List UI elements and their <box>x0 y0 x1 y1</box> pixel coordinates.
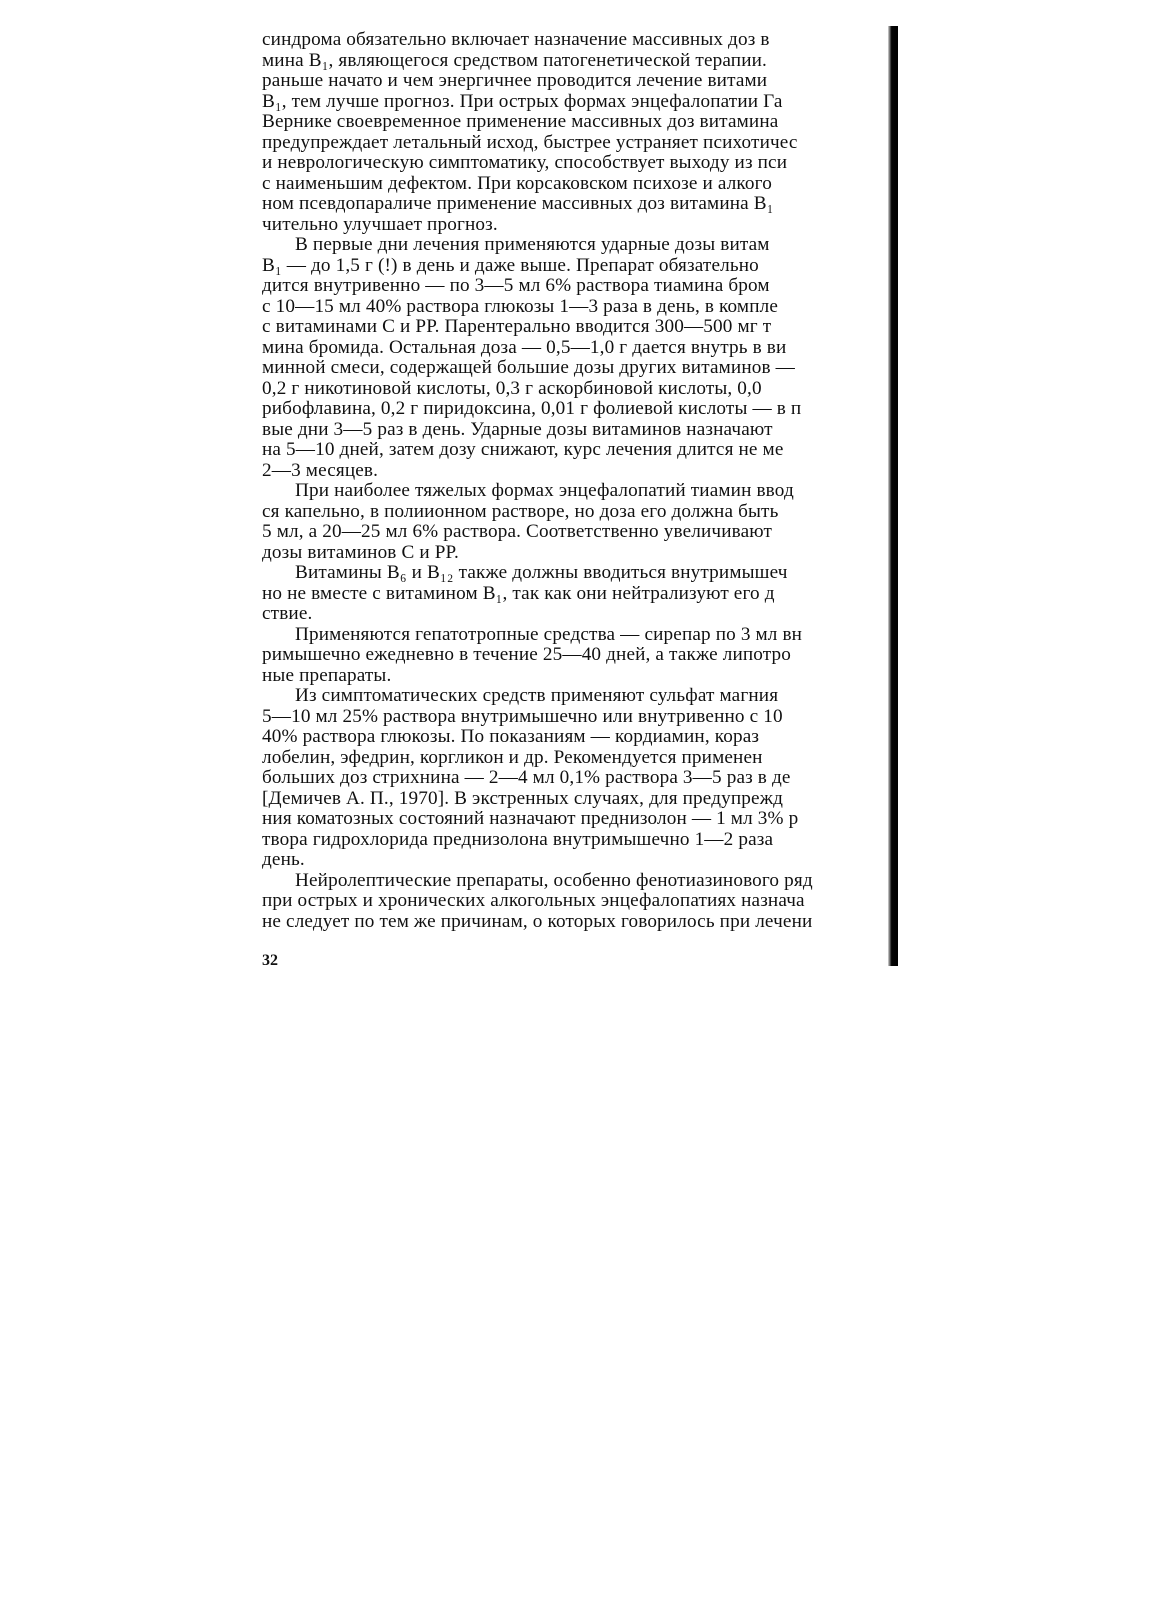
text-line: дозы витаминов С и РР. <box>262 541 459 563</box>
text-line: 0,2 г никотиновой кислоты, 0,3 г аскорбиновой кислоты, 0,0 <box>262 377 762 399</box>
text-line: 2—3 месяцев. <box>262 459 379 481</box>
text-line: день. <box>262 849 305 870</box>
text-line: 5 мл, а 20—25 мл 6% раствора. Соответственно увеличивают <box>262 521 773 542</box>
text-line: мина бромида. Остальная доза — 0,5—1,0 г дается внутрь в ви <box>262 336 787 358</box>
text-line: синдрома обязательно включает назначение массивных доз в <box>262 30 770 50</box>
text-line: Нейролептические препараты, особенно фенотиазинового ряд <box>295 869 813 891</box>
text-line: предупреждает летальный исход, быстрее устраняет психотичес <box>262 131 798 153</box>
text-line: чительно улучшает прогноз. <box>262 213 498 235</box>
text-line: на 5—10 дней, затем дозу снижают, курс лечения длится не ме <box>262 439 784 460</box>
text-line: В первые дни лечения применяются ударные дозы витам <box>295 234 770 255</box>
text-line: ные препараты. <box>262 664 392 686</box>
text-line: раньше начато и чем энергичнее проводится лечение витами <box>262 70 768 91</box>
text-line: с 10—15 мл 40% раствора глюкозы 1—3 раза в день, в компле <box>262 295 779 317</box>
text-line: Витамины B₆ и B₁₂ также должны вводиться внутримышеч <box>295 562 788 583</box>
text-line: 5—10 мл 25% раствора внутримышечно или внутривенно с 10 <box>262 705 783 727</box>
text-line: ся капельно, в полиионном растворе, но доза его должна быть <box>262 500 779 522</box>
text-line: ния коматозных состояний назначают преднизолон — 1 мл 3% р <box>262 808 799 829</box>
text-line: дится внутривенно — по 3—5 мл 6% раствора тиамина бром <box>262 275 770 296</box>
text-line: но не вместе с витамином B₁, так как они нейтрализуют его д <box>262 582 775 604</box>
text-line: и неврологическую симптоматику, способствует выходу из пси <box>262 152 788 173</box>
text-line: [Демичев А. П., 1970]. В экстренных случаях, для предупрежд <box>262 787 784 809</box>
text-line: 40% раствора глюкозы. По показаниям — кордиамин, кораз <box>262 726 760 747</box>
text-line: лобелин, эфедрин, коргликон и др. Рекомендуется применен <box>262 746 763 768</box>
text-line: B₁ — до 1,5 г (!) в день и даже выше. Препарат обязательно <box>262 254 759 276</box>
text-line: мина B₁, являющегося средством патогенетической терапии. <box>262 49 767 71</box>
text-line: при острых и хронических алкогольных энцефалопатиях назнача <box>262 890 805 911</box>
text-line: Применяются гепатотропные средства — сирепар по 3 мл вн <box>295 623 803 645</box>
text-line: с витаминами С и РР. Парентерально вводится 300—500 мг т <box>262 316 772 337</box>
text-line: Вернике своевременное применение массивных доз витамина <box>262 111 779 132</box>
text-line: римышечно ежедневно в течение 25—40 дней, а также липотро <box>262 644 792 665</box>
text-line: с наименьшим дефектом. При корсаковском психозе и алкого <box>262 172 772 194</box>
text-line: твора гидрохлорида преднизолона внутримышечно 1—2 раза <box>262 828 774 850</box>
text-line: B₁, тем лучше прогноз. При острых формах энцефалопатии Га <box>262 90 783 112</box>
text-line: вые дни 3—5 раз в день. Ударные дозы витаминов назначают <box>262 418 773 440</box>
text-line: не следует по тем же причинам, о которых говорилось при лечени <box>262 910 813 932</box>
spine-shadow <box>888 26 898 966</box>
text-line: ном псевдопараличе применение массивных доз витамина B₁ <box>262 193 774 214</box>
body-text <box>262 30 898 960</box>
text-line: минной смеси, содержащей большие дозы других витаминов — <box>262 357 796 378</box>
text-line: рибофлавина, 0,2 г пиридоксина, 0,01 г фолиевой кислоты — в п <box>262 398 802 419</box>
text-line: При наиболее тяжелых формах энцефалопатий тиамин ввод <box>295 480 794 501</box>
text-line: ствие. <box>262 603 313 624</box>
text-line: Из симптоматических средств применяют сульфат магния <box>295 685 779 706</box>
text-line: больших доз стрихнина — 2—4 мл 0,1% раствора 3—5 раз в де <box>262 767 791 788</box>
page-number: 32 <box>262 952 278 969</box>
